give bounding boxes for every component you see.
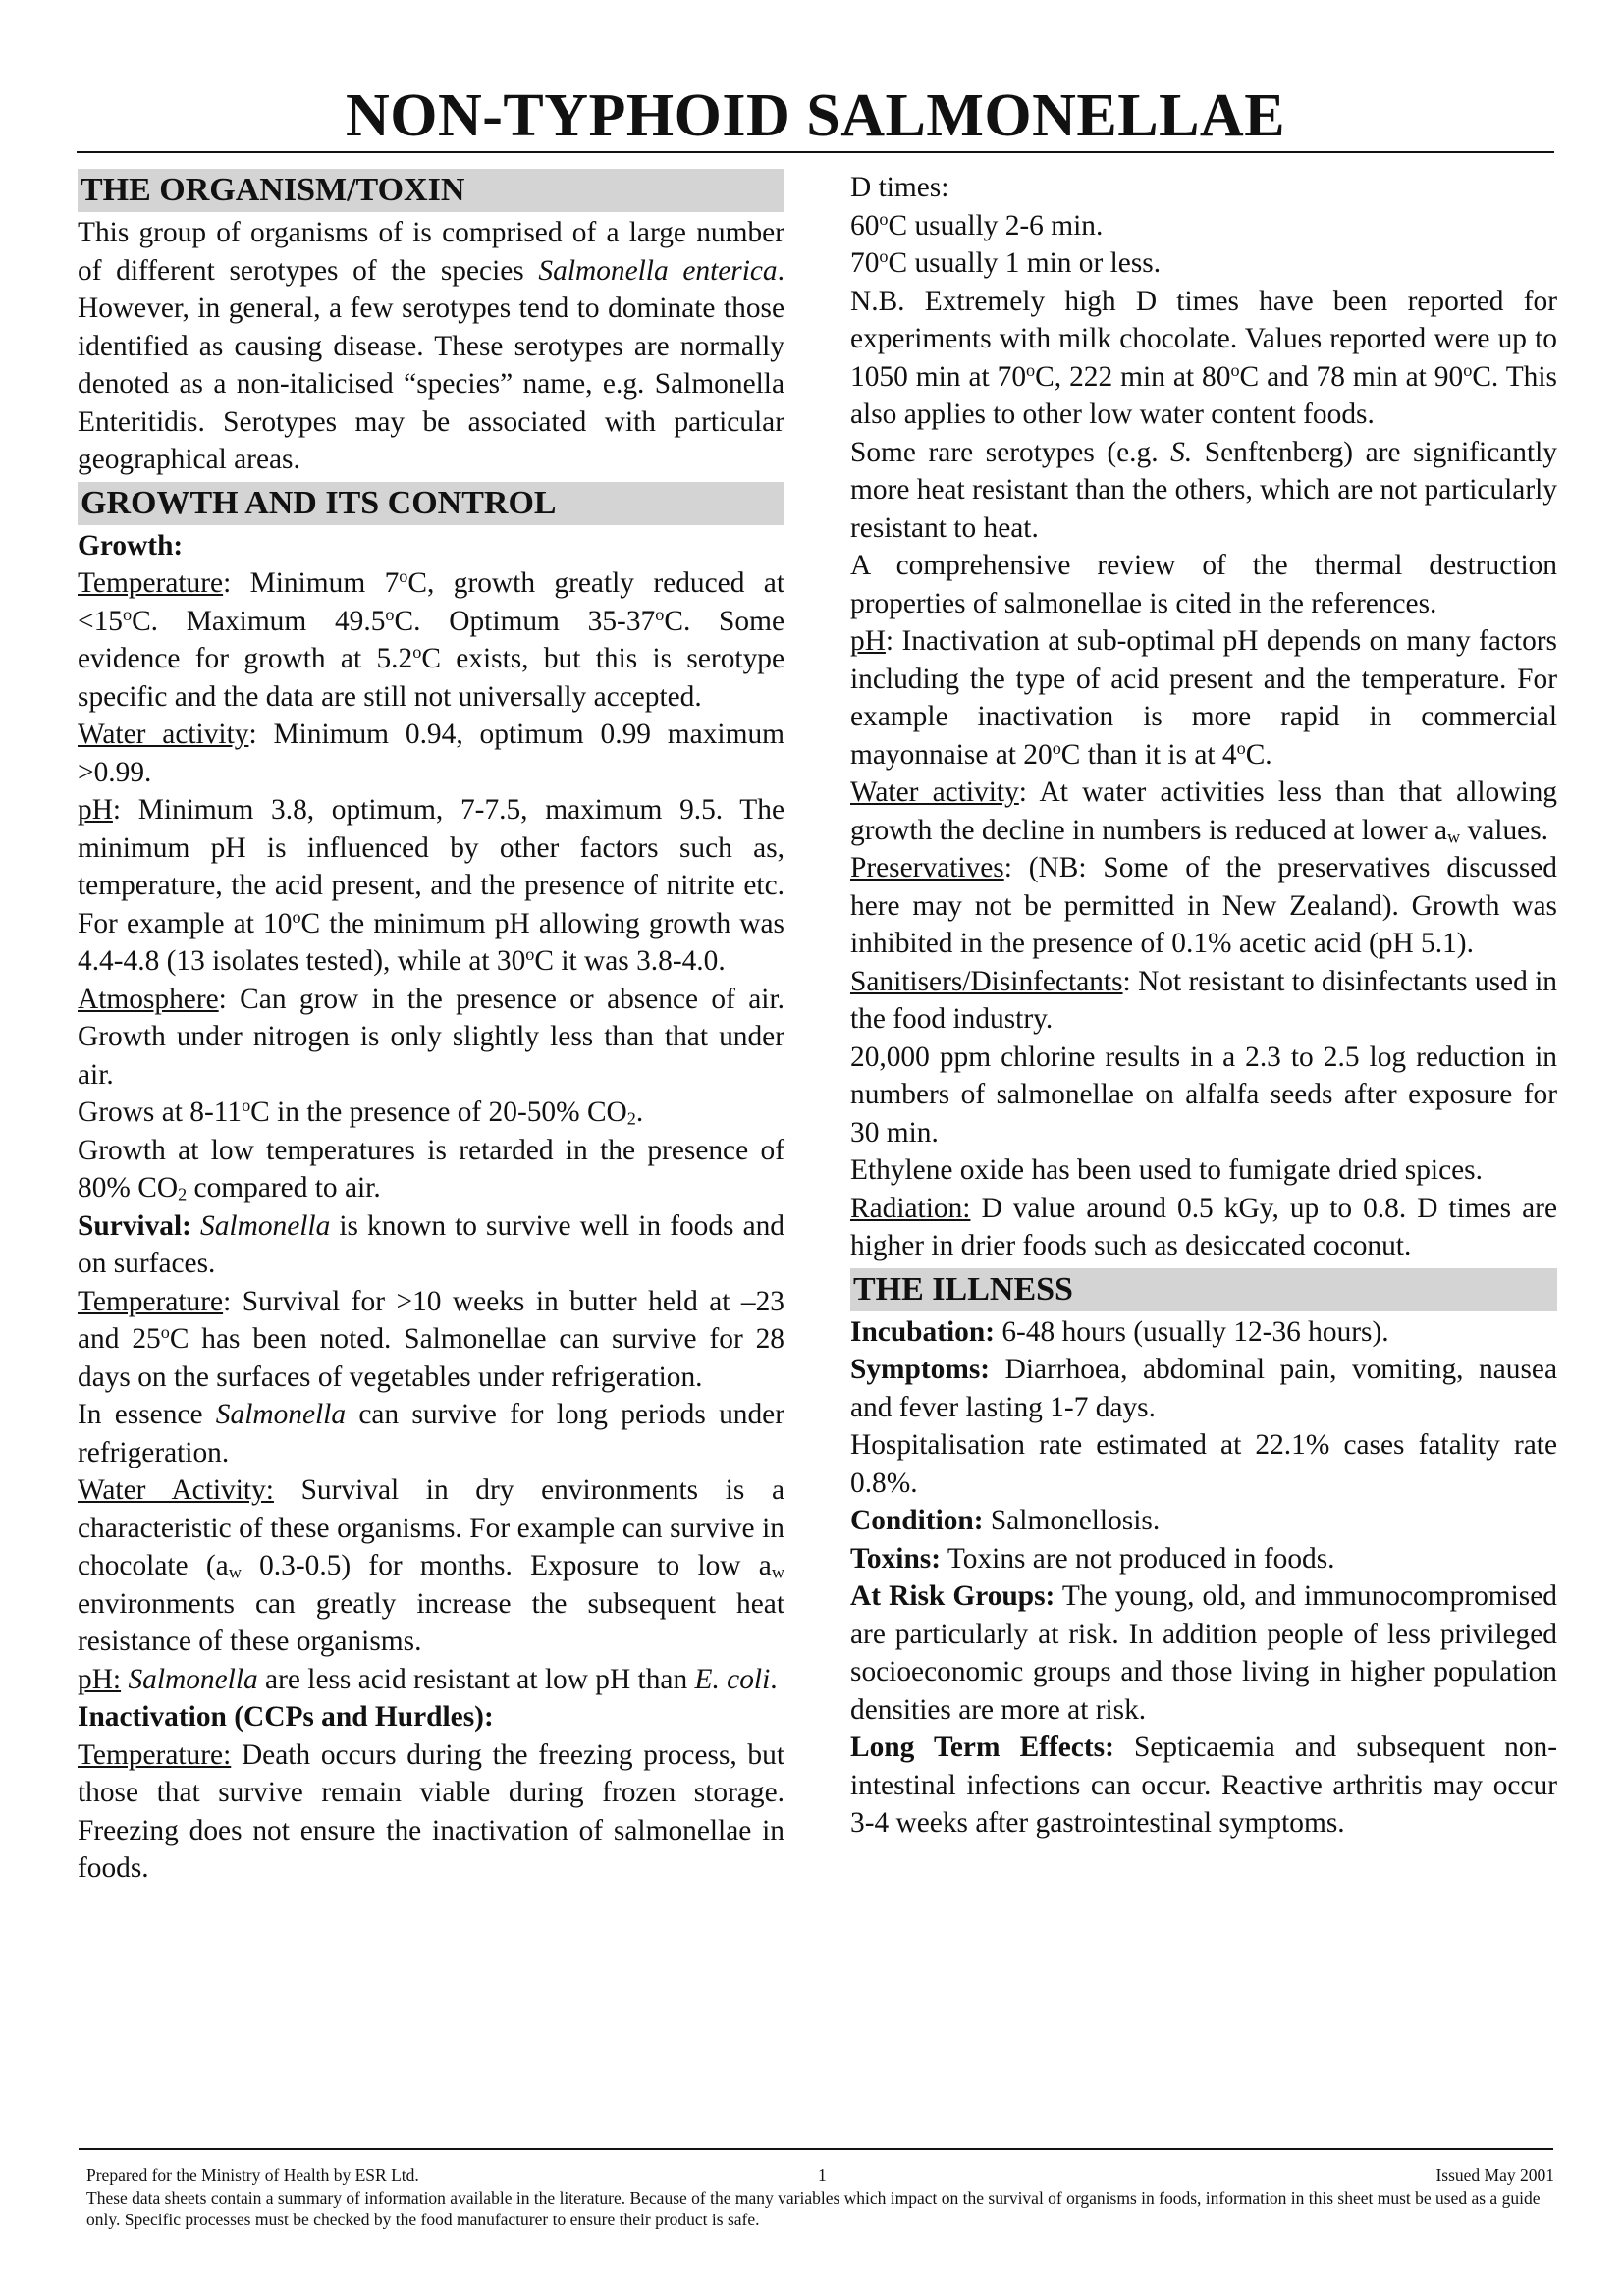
footer-prepared-by: Prepared for the Ministry of Health by ESR Ltd. [86,2165,419,2185]
footer-divider [79,2148,1553,2150]
growth-ph: pH: Minimum 3.8, optimum, 7-7.5, maximum 9.5. The minimum pH is influenced by other factors such as, temperature, the acid present, and the presence of nitrite etc. For example at 10$^o$C the minimum pH allowing growth was 4.4-4.8 (13 isolates tested), while at 30$^o$C it was 3.8-4.0. [78,794,784,977]
illness-incubation: Incubation: 6-48 hours (usually 12-36 hours). [850,1315,1389,1348]
growth-subheading: Growth: [78,529,184,561]
illness-long-term: Long Term Effects: Septicaemia and subsequent non-intestinal infections can occur. Reactive arthritis may occur 3-4 weeks after gastrointestinal symptoms. [850,1732,1558,1839]
d-time-60: 60$^o$C usually 2-6 min. [850,208,1104,241]
section-heading-organism: THE ORGANISM/TOXIN [78,169,784,212]
growth-co2-retarded: Growth at low temperatures is retarded in the presence of 80% $CO_2$ compared to air. [78,1134,784,1204]
illness-toxins: Toxins: Toxins are not produced in foods. [850,1542,1335,1575]
survival-intro: Survival: Salmonella is known to survive well in foods and on surfaces. [78,1209,784,1279]
ethylene-note: Ethylene oxide has been used to fumigate dried spices. [850,1154,1483,1186]
inactivation-radiation: Radiation: D value around 0.5 kGy, up to 0.8. D times are higher in drier foods such as desiccated coconut. [850,1192,1557,1261]
rare-serotypes: Some rare serotypes (e.g. S. Senftenberg) are significantly more heat resistant than the others, which are not particularly resistant to heat. [850,436,1557,544]
page-title: NON-TYPHOID SALMONELLAE [345,82,1286,149]
growth-co2-range: Grows at 8-11$^o$C in the presence of 20-50% $CO_2$. [78,1095,644,1129]
growth-water-activity: Water activity: Minimum 0.94, optimum 0.99 maximum >0.99. [78,719,784,788]
survival-water-activity: Water Activity: Survival in dry environments is a characteristic of these organisms. For example can survive in chocolate ($a_w$ 0.3-0.5) for months. Exposure to low $a_w$ environments can greatly increase the subsequent heat resistance of these organisms. [78,1474,784,1657]
inactivation-subheading: Inactivation (CCPs and Hurdles): [78,1701,494,1733]
review-note: A comprehensive review of the thermal destruction properties of salmonellae is cited in the references. [850,550,1557,619]
inactivation-ph: pH: Inactivation at sub-optimal pH depends on many factors including the type of acid present and the temperature. For example inactivation is more rapid in commercial mayonnaise at 20$^o$C than it is at 4$^o$C. [850,625,1557,771]
d-times-label: D times: [850,172,949,203]
survival-refrigeration: In essence Salmonella can survive for long periods under refrigeration. [78,1399,784,1468]
inactivation-water-activity: Water activity: At water activities less than that allowing growth the decline in numbers is reduced at lower $a_w$ values. [850,776,1558,847]
inactivation-preservatives: Preservatives: (NB: Some of the preservatives discussed here may not be permitted in New Zealand). Growth was inhibited in the presence of 0.1% acetic acid (pH 5.1). [850,852,1557,959]
title-divider [77,151,1554,153]
section-heading-growth: GROWTH AND ITS CONTROL [78,482,784,525]
inactivation-sanitisers: Sanitisers/Disinfectants: Not resistant to disinfectants used in the food industry. [850,965,1557,1035]
growth-atmosphere: Atmosphere: Can grow in the presence or absence of air. Growth under nitrogen is only slightly less than that under air. [78,983,784,1091]
illness-at-risk: At Risk Groups: The young, old, and immunocompromised are particularly at risk. In addition people of less privileged socioeconomic groups and those living in higher population densities are more at risk. [850,1580,1557,1726]
illness-symptoms: Symptoms: Diarrhoea, abdominal pain, vomiting, nausea and fever lasting 1-7 days. [850,1354,1557,1423]
growth-temperature: Temperature: Minimum 7$^o$C, growth greatly reduced at $<15^oC$. Maximum 49.5$^o$C. Optimum 35-37$^o$C. Some evidence for growth at 5.2$^o$C exists, but this is serotype specific and the data are still not universally accepted. [78,565,785,713]
right-column [850,169,1557,1842]
footer-disclaimer: These data sheets contain a summary of information available in the literature. Because of the many variables which impact on the survival of organisms in foods, information in this sheet must be used as a guide only. Specific processes must be checked by the food manufacturer to ensure their product is safe. [86,2188,1541,2229]
chlorine-note: 20,000 ppm chlorine results in a 2.3 to 2.5 log reduction in numbers of salmonellae on alfalfa seeds after exposure for 30 min. [850,1041,1557,1148]
survival-temperature: Temperature: Survival for >10 weeks in butter held at –23 and 25$^o$C has been noted. Salmonellae can survive for 28 days on the surfaces of vegetables under refrigeration. [78,1285,784,1393]
organism-paragraph: This group of organisms of is comprised of a large number of different serotypes of the species Salmonella enterica. However, in general, a few serotypes tend to dominate those identified as causing disease. These serotypes are normally denoted as a non-italicised “species” name, e.g. Salmonella Enteritidis. Serotypes may be associated with particular geographical areas. [78,217,784,475]
page-number: 1 [818,2165,827,2185]
illness-condition: Condition: Salmonellosis. [850,1505,1161,1536]
footer-issue-date: Issued May 2001 [1435,2165,1554,2185]
d-time-70: 70$^o$C usually 1 min or less. [850,245,1162,279]
illness-hospitalisation: Hospitalisation rate estimated at 22.1% cases fatality rate 0.8%. [850,1429,1557,1499]
section-heading-illness: THE ILLNESS [850,1268,1557,1311]
survival-ph: pH: Salmonella are less acid resistant at low pH than E. coli. [78,1663,778,1695]
nb-chocolate: N.B. Extremely high D times have been reported for experiments with milk chocolate. Values reported were up to 1050 min at 70$^o$C, 222 min at 80$^o$C and 78 min at 90$^o$C. This also applies to other low water content foods. [850,285,1557,430]
left-column [78,169,784,1888]
inactivation-temperature: Temperature: Death occurs during the freezing process, but those that survive remain viable during frozen storage. Freezing does not ensure the inactivation of salmonellae in foods. [78,1738,784,1884]
